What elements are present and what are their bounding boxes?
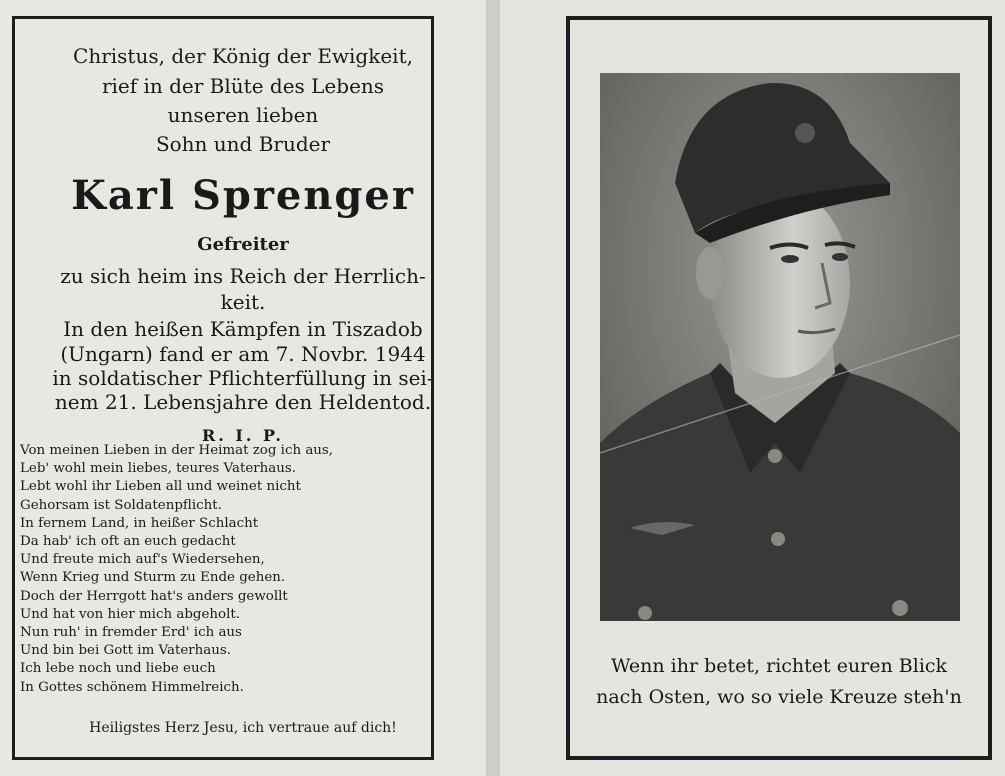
poem-line: Gehorsam ist Soldatenpflicht. bbox=[20, 497, 222, 513]
text-line-5: zu sich heim ins Reich der Herrlich- bbox=[60, 264, 426, 288]
poem bbox=[20, 442, 420, 697]
soldier-portrait-image bbox=[600, 73, 960, 621]
poem-line: Ich lebe noch und liebe euch bbox=[20, 661, 216, 677]
poem-line: Da hab' ich oft an euch gedacht bbox=[20, 534, 236, 550]
text-line-9: in soldatischer Pflichterfüllung in sei- bbox=[52, 366, 434, 390]
poem-line: Und bin bei Gott im Vaterhaus. bbox=[20, 643, 232, 659]
text-line-10: nem 21. Lebensjahre den Heldentod. bbox=[54, 390, 432, 414]
poem-line: Und freute mich auf's Wiedersehen, bbox=[20, 552, 265, 568]
poem-line: In Gottes schönem Himmelreich. bbox=[20, 679, 244, 695]
card-fold bbox=[486, 0, 500, 776]
poem-line: Leb' wohl mein liebes, teures Vaterhaus. bbox=[20, 461, 297, 477]
poem-line: Doch der Herrgott hat's anders gewollt bbox=[20, 588, 288, 604]
poem-line: Lebt wohl ihr Lieben all und weinet nicht bbox=[20, 479, 301, 495]
poem-line: Von meinen Lieben in der Heimat zog ich aus, bbox=[20, 443, 334, 458]
intro-line-1: Christus, der König der Ewigkeit, bbox=[73, 44, 413, 68]
poem-line: In fernem Land, in heißer Schlacht bbox=[20, 515, 259, 531]
quote-line-1: Wenn ihr betet, richtet euren Blick bbox=[610, 655, 948, 677]
text-line-8: (Ungarn) fand er am 7. Novbr. 1944 bbox=[60, 342, 426, 366]
military-rank: Gefreiter bbox=[197, 234, 289, 255]
poem-line: Nun ruh' in fremder Erd' ich aus bbox=[20, 625, 242, 641]
left-card bbox=[0, 0, 486, 776]
poem-line: Und hat von hier mich abgeholt. bbox=[20, 606, 240, 622]
closing-prayer: Heiligstes Herz Jesu, ich vertraue auf dich! bbox=[89, 720, 397, 736]
intro-line-2: rief in der Blüte des Lebens bbox=[101, 74, 385, 98]
deceased-name: Karl Sprenger bbox=[71, 172, 415, 219]
quote-line-2: nach Osten, wo so viele Kreuze steh'n bbox=[596, 686, 962, 708]
poem-line: Wenn Krieg und Sturm zu Ende gehen. bbox=[20, 570, 286, 586]
text-line-6: keit. bbox=[220, 290, 266, 314]
text-line-7: In den heißen Kämpfen in Tiszadob bbox=[63, 317, 423, 341]
intro-line-4: Sohn und Bruder bbox=[155, 132, 331, 156]
rip-heading: R. I. P. bbox=[201, 426, 284, 445]
portrait-photo bbox=[600, 73, 960, 621]
intro-line-3: unseren lieben bbox=[167, 103, 319, 127]
